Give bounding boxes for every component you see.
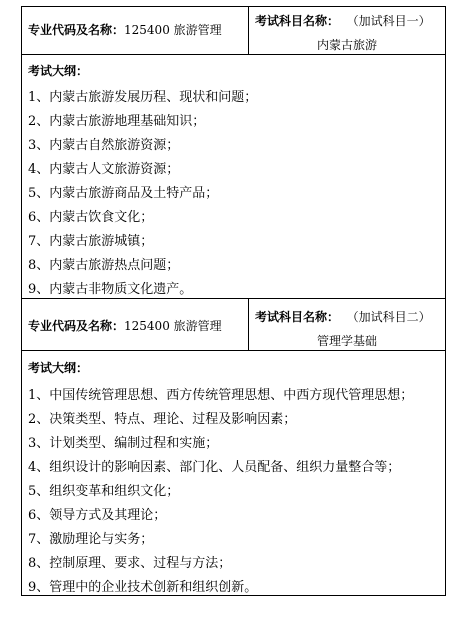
list-item: 9、管理中的企业技术创新和组织创新。: [28, 580, 258, 595]
subject-cell-2: [249, 299, 445, 350]
list-item: 1、内蒙古旅游发展历程、现状和问题；: [28, 90, 258, 105]
subject-heading-2: [255, 308, 431, 325]
exam-syllabus-table: [21, 6, 446, 596]
list-item: 2、决策类型、特点、理论、过程及影响因素；: [28, 412, 297, 427]
major-cell-2: [22, 299, 249, 350]
list-item: 2、内蒙古旅游地理基础知识；: [28, 114, 206, 129]
outline-cell-2: [22, 351, 445, 595]
major-code-value: 125400 旅游管理: [124, 23, 222, 37]
major-code-1: [28, 21, 222, 38]
section-header-1: [22, 7, 445, 55]
subject-name-1: 内蒙古旅游: [316, 38, 377, 52]
subject-name-2: 管理学基础: [316, 334, 377, 348]
major-code-value: 125400 旅游管理: [124, 319, 222, 333]
list-item: 9、内蒙古非物质文化遗产。: [28, 282, 193, 297]
subject-heading-1: [255, 12, 431, 29]
subject-note: （加试科目二）: [346, 310, 431, 324]
outline-title-1: 考试大纲：: [28, 64, 89, 78]
subject-note: （加试科目一）: [346, 14, 431, 28]
list-item: 6、内蒙古饮食文化；: [28, 210, 154, 225]
list-item: 4、组织设计的影响因素、部门化、人员配备、组织力量整合等；: [28, 460, 401, 475]
list-item: 7、激励理论与实务；: [28, 532, 154, 547]
subject-label: 考试科目名称：: [255, 310, 340, 324]
list-item: 8、内蒙古旅游热点问题；: [28, 258, 180, 273]
outline-title-2: 考试大纲：: [28, 361, 89, 375]
list-item: 4、内蒙古人文旅游资源；: [28, 162, 180, 177]
list-item: 1、中国传统管理思想、西方传统管理思想、中西方现代管理思想；: [28, 388, 414, 403]
major-code-label: 专业代码及名称：: [28, 319, 125, 333]
list-item: 5、组织变革和组织文化；: [28, 484, 180, 499]
list-item: 3、计划类型、编制过程和实施；: [28, 436, 219, 451]
list-item: 7、内蒙古旅游城镇；: [28, 234, 154, 249]
major-code-label: 专业代码及名称：: [28, 23, 125, 37]
list-item: 5、内蒙古旅游商品及土特产品；: [28, 186, 219, 201]
subject-cell-1: [249, 7, 445, 54]
outline-cell-1: [22, 55, 445, 299]
subject-label: 考试科目名称：: [255, 14, 340, 28]
section-header-2: [22, 299, 445, 351]
major-code-2: [28, 317, 222, 334]
major-cell-1: [22, 7, 249, 54]
list-item: 3、内蒙古自然旅游资源；: [28, 138, 180, 153]
list-item: 8、控制原理、要求、过程与方法；: [28, 556, 232, 571]
list-item: 6、领导方式及其理论；: [28, 508, 167, 523]
